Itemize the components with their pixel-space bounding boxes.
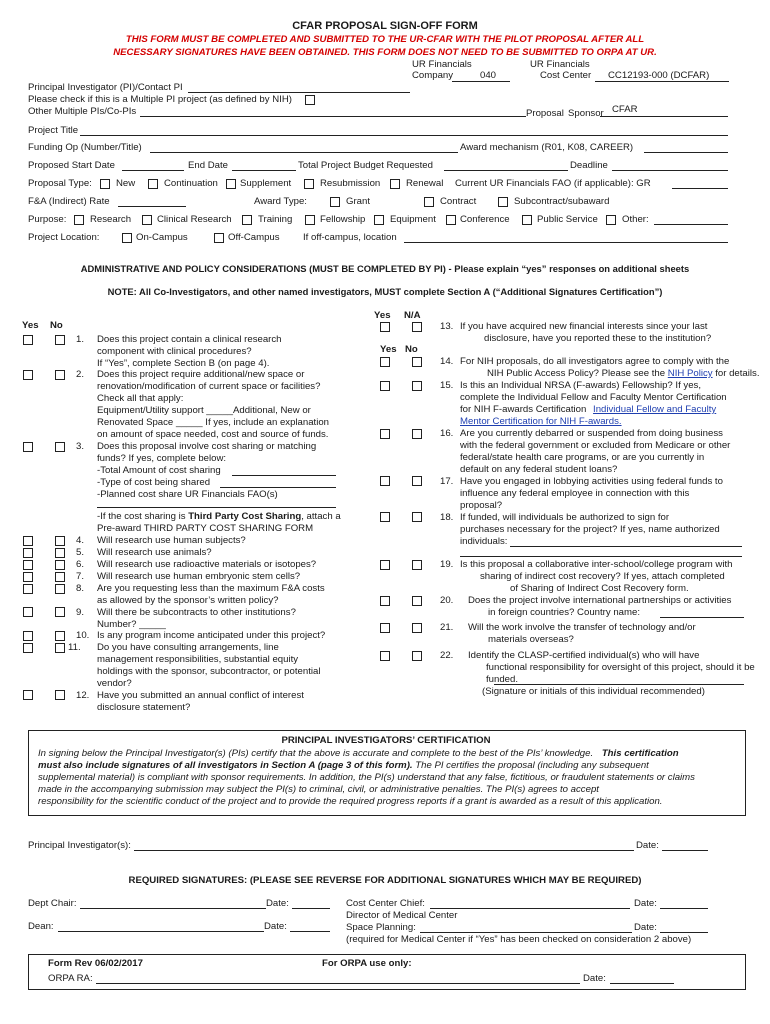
q-text: funded. [486, 674, 519, 685]
q18-no-checkbox[interactable] [412, 512, 422, 522]
dept-chair-label: Dept Chair: [28, 898, 77, 909]
q-number: 2. [76, 369, 85, 380]
col-no-left: No [50, 320, 63, 331]
q11-yes-checkbox[interactable] [23, 643, 33, 653]
pu-public-service-label: Public Service [537, 214, 598, 225]
q-text: Is this proposal a collaborative inter-school/college program with [460, 559, 733, 570]
orpa-date-field[interactable] [610, 983, 674, 984]
dept-chair-date-label: Date: [266, 898, 289, 909]
company-label: Company [412, 70, 454, 81]
award-mechanism-label: Award mechanism (R01, K08, CAREER) [460, 142, 634, 153]
nih-policy-link[interactable]: NIH Policy [667, 368, 713, 379]
q22-no-checkbox[interactable] [412, 651, 422, 661]
budget-field[interactable] [444, 170, 568, 171]
dept-chair-field[interactable] [80, 908, 266, 909]
pt-continuation-label: Continuation [164, 178, 218, 189]
pu-training-checkbox[interactable] [242, 215, 252, 225]
admin-note: NOTE: All Co-Investigators, and other named investigators, MUST complete Section A (“Additional Signatures Certification”) [107, 286, 663, 297]
q-text: purchases necessary for the project? If yes, name authorized [460, 524, 720, 535]
q-number: 17. [440, 476, 454, 487]
space-planning-label: Space Planning: [346, 922, 416, 933]
q-number: 5. [76, 547, 85, 558]
q-text: Are you currently debarred or suspended from doing business [460, 428, 723, 439]
funding-label: Funding Op (Number/Title) [28, 142, 142, 153]
fao-label: Current UR Financials FAO (if applicable): GR [455, 178, 651, 189]
q19-yes-checkbox[interactable] [380, 560, 390, 570]
q-text: Is any program income anticipated under this project? [97, 630, 326, 641]
q17-no-checkbox[interactable] [412, 476, 422, 486]
form-rev: Form Rev 06/02/2017 [48, 958, 143, 969]
pu-fellowship-label: Fellowship [320, 214, 366, 225]
pu-other-checkbox[interactable] [606, 215, 616, 225]
clasp-individual-field[interactable] [494, 684, 744, 685]
pu-other-label: Other: [622, 214, 649, 225]
pt-supplement-checkbox[interactable] [226, 179, 236, 189]
fellow-mentor-link[interactable]: Individual Fellow and Faculty [593, 404, 717, 415]
q-text: disclosure, have you reported these to the institution? [484, 333, 712, 344]
q-text: Does this project contain a clinical research [97, 334, 282, 345]
pi-date-label: Date: [636, 840, 659, 851]
loc-on-campus-label: On-Campus [136, 232, 188, 243]
q-text: on amount of space needed, cost and source of funds. [97, 429, 329, 440]
pu-fellowship-checkbox[interactable] [305, 215, 315, 225]
q-number: 22. [440, 650, 454, 661]
fao-field[interactable] [672, 188, 728, 189]
country-name-field[interactable] [660, 617, 744, 618]
q-text: Will research use animals? [97, 547, 212, 558]
required-signatures-heading: REQUIRED SIGNATURES: (PLEASE SEE REVERSE FOR ADDITIONAL SIGNATURES WHICH MAY BE REQUIRED) [128, 875, 642, 886]
dean-field[interactable] [58, 931, 264, 932]
q11-no-checkbox[interactable] [55, 643, 65, 653]
at-subcontract-checkbox[interactable] [498, 197, 508, 207]
loc-on-campus-checkbox[interactable] [122, 233, 132, 243]
orpa-date-label: Date: [583, 973, 606, 984]
proposal-label: Proposal [526, 108, 564, 119]
cc-chief-date-field[interactable] [660, 908, 708, 909]
q18-yes-checkbox[interactable] [380, 512, 390, 522]
cost-center-chief-label: Cost Center Chief: [346, 898, 425, 909]
q13-na-checkbox[interactable] [412, 322, 422, 332]
other-pi-label: Other Multiple PIs/Co-PIs [28, 106, 137, 117]
authorized-individuals-field[interactable] [510, 546, 742, 547]
q-number: 16. [440, 428, 454, 439]
space-planning-field[interactable] [420, 932, 632, 933]
loc-off-campus-label: Off-Campus [228, 232, 280, 243]
q-text: Do you have consulting arrangements, line [97, 642, 279, 653]
project-title-field[interactable] [80, 135, 728, 136]
q-text: For NIH proposals, do all investigators agree to comply with the [460, 356, 730, 367]
q-text: Is this an Individual NRSA (F-awards) Fellowship? If yes, [460, 380, 702, 391]
q-number: 14. [440, 356, 454, 367]
q3-no-checkbox[interactable] [55, 442, 65, 452]
end-date-field[interactable] [232, 170, 296, 171]
q-number: 6. [76, 559, 85, 570]
award-type-label: Award Type: [254, 196, 307, 207]
q-text: federal/state health care programs, or are you currently in [460, 452, 705, 463]
q5-no-checkbox[interactable] [55, 548, 65, 558]
q-text: renovation/modification of current space or facilities? [97, 381, 321, 392]
orpa-use-label: For ORPA use only: [322, 958, 412, 969]
q1-no-checkbox[interactable] [55, 335, 65, 345]
q-text: influence any federal employee in connection with this [460, 488, 690, 499]
pt-resubmission-label: Resubmission [320, 178, 381, 189]
at-contract-checkbox[interactable] [424, 197, 434, 207]
q-text: -Planned cost share UR Financials FAO(s) [97, 489, 278, 500]
col-yes-right-2: Yes [380, 344, 397, 355]
space-date-label: Date: [634, 922, 657, 933]
q20-no-checkbox[interactable] [412, 596, 422, 606]
cost-center-value[interactable]: CC12193-000 (DCFAR) [608, 70, 710, 81]
q3-yes-checkbox[interactable] [23, 442, 33, 452]
q8-no-checkbox[interactable] [55, 584, 65, 594]
at-contract-label: Contract [440, 196, 477, 207]
q14-no-checkbox[interactable] [412, 357, 422, 367]
q22-yes-checkbox[interactable] [380, 651, 390, 661]
q-text: , attach a [301, 511, 341, 522]
q7-no-checkbox[interactable] [55, 572, 65, 582]
q-text: in foreign countries? Country name: [488, 607, 640, 618]
q-text: If “Yes”, complete Section B (on page 4). [97, 358, 270, 369]
pu-research-checkbox[interactable] [74, 215, 84, 225]
cost-center-chief-field[interactable] [430, 908, 630, 909]
sponsor-value[interactable]: CFAR [612, 104, 638, 115]
q-text: Have you engaged in lobbying activities using federal funds to [460, 476, 723, 487]
funding-field[interactable] [150, 152, 458, 153]
q17-yes-checkbox[interactable] [380, 476, 390, 486]
dean-date-label: Date: [264, 921, 287, 932]
q-number: 12. [76, 690, 90, 701]
med-dir-label: Director of Medical Center [346, 910, 458, 921]
cc-chief-date-label: Date: [634, 898, 657, 909]
pu-research-label: Research [90, 214, 132, 225]
q20-yes-checkbox[interactable] [380, 596, 390, 606]
q2-no-checkbox[interactable] [55, 370, 65, 380]
q-number: 11. [68, 642, 81, 653]
q-text-bold: Third Party Cost Sharing [188, 511, 302, 522]
warning-line-2: NECESSARY SIGNATURES HAVE BEEN OBTAINED. THIS FORM DOES NOT NEED TO BE SUBMITTED TO ORPA AT UR. [113, 47, 657, 58]
pt-continuation-checkbox[interactable] [148, 179, 158, 189]
authorized-individuals-field-2[interactable] [460, 556, 742, 557]
pu-equipment-label: Equipment [390, 214, 436, 225]
q12-yes-checkbox[interactable] [23, 690, 33, 700]
q8-yes-checkbox[interactable] [23, 584, 33, 594]
col-na-right: N/A [404, 310, 421, 321]
other-pi-field[interactable] [140, 116, 526, 117]
q-text: Will research use human embryonic stem cells? [97, 571, 301, 582]
fa-rate-field[interactable] [118, 206, 186, 207]
q-number: 1. [76, 334, 85, 345]
q-text: Check all that apply: [97, 393, 184, 404]
start-date-field[interactable] [122, 170, 184, 171]
q-text: funds? If yes, complete below: [97, 453, 227, 464]
dean-date-field[interactable] [290, 931, 330, 932]
q-number: 9. [76, 607, 85, 618]
q10-no-checkbox[interactable] [55, 631, 65, 641]
q-number: 7. [76, 571, 85, 582]
q4-yes-checkbox[interactable] [23, 536, 33, 546]
q-number: 8. [76, 583, 85, 594]
q-text: Will there be subcontracts to other institutions? [97, 607, 296, 618]
warning-line-1: THIS FORM MUST BE COMPLETED AND SUBMITTED TO THE UR-CFAR WITH THE PILOT PROPOSAL AFTER ALL [125, 34, 645, 45]
q-text: -If the cost sharing is [97, 511, 186, 522]
pt-supplement-label: Supplement [240, 178, 292, 189]
cert-text: made in the accompanying submission may subject the PI(s) to criminal, civil, or administrative penalties. The PI(s) agrees to accept [38, 784, 599, 795]
q-text: default on any federal student loans? [460, 464, 618, 475]
q-number: 3. [76, 441, 85, 452]
q1-yes-checkbox[interactable] [23, 335, 33, 345]
q-text: for NIH F-awards Certification [460, 404, 587, 415]
space-date-field[interactable] [660, 932, 708, 933]
end-date-label: End Date [188, 160, 229, 171]
pu-other-field[interactable] [654, 224, 728, 225]
q-number: 10. [76, 630, 90, 641]
pu-clinical-label: Clinical Research [157, 214, 232, 225]
sponsor-label: Sponsor [568, 108, 604, 119]
loc-field[interactable] [404, 242, 728, 243]
q-text: Number? _____ [97, 619, 166, 630]
pt-resubmission-checkbox[interactable] [304, 179, 314, 189]
pi-signature-field[interactable] [134, 850, 634, 851]
page-title: CFAR PROPOSAL SIGN-OFF FORM [292, 20, 478, 32]
pt-new-label: New [116, 178, 136, 189]
q4-no-checkbox[interactable] [55, 536, 65, 546]
pi-label: Principal Investigator (PI)/Contact PI [28, 82, 183, 93]
cert-text: In signing below the Principal Investigator(s) (PIs) certify that the above is accurate and complete to the best of the PIs’ knowledge. [38, 748, 594, 759]
cost-center-label: Cost Center [540, 70, 592, 81]
pu-equipment-checkbox[interactable] [374, 215, 384, 225]
deadline-field[interactable] [612, 170, 728, 171]
q-number: 13. [440, 321, 454, 332]
cert-text: supplemental material) is compliant with sponsor requirements. In addition, the PI(s) understand that any false, fictitious, or fraudulent statements or claims [38, 772, 695, 783]
q10-yes-checkbox[interactable] [23, 631, 33, 641]
q16-no-checkbox[interactable] [412, 429, 422, 439]
q-text: sharing of indirect cost recovery? If yes, attach completed [480, 571, 725, 582]
q-text: Are you requesting less than the maximum F&A costs [97, 583, 325, 594]
q-text: proposal? [460, 500, 503, 511]
q-text: Identify the CLASP-certified individual(s) who will have [468, 650, 700, 661]
q-text: of Sharing of Indirect Cost Recovery form. [510, 583, 689, 594]
q-text: NIH Public Access Policy? Please see the [487, 368, 666, 379]
pu-clinical-checkbox[interactable] [142, 215, 152, 225]
pu-public-service-checkbox[interactable] [522, 215, 532, 225]
q2-yes-checkbox[interactable] [23, 370, 33, 380]
planned-cost-share-field[interactable] [97, 507, 336, 508]
pu-training-label: Training [258, 214, 293, 225]
q-text: component with clinical procedures? [97, 346, 252, 357]
q19-no-checkbox[interactable] [412, 560, 422, 570]
orpa-ra-label: ORPA RA: [48, 973, 93, 984]
q12-no-checkbox[interactable] [55, 690, 65, 700]
multi-pi-checkbox[interactable] [305, 95, 315, 105]
ur-financials-label-2: UR Financials [530, 59, 590, 70]
cert-text-bold: This certification [601, 748, 679, 759]
location-label: Project Location: [28, 232, 100, 243]
pi-date-field[interactable] [662, 850, 708, 851]
q-text: Will research use radioactive materials or isotopes? [97, 559, 317, 570]
q-number: 21. [440, 622, 454, 633]
q-number: 4. [76, 535, 85, 546]
q9-yes-checkbox[interactable] [23, 607, 33, 617]
dean-label: Dean: [28, 921, 54, 932]
q-text: Pre-award THIRD PARTY COST SHARING FORM [97, 523, 314, 534]
q-text: individuals: [460, 536, 508, 547]
q-number: 18. [440, 512, 454, 523]
q-text: disclosure statement? [97, 702, 191, 713]
q-text: management responsibilities, substantial equity [97, 654, 299, 665]
at-grant-label: Grant [346, 196, 370, 207]
q-text: Will research use human subjects? [97, 535, 246, 546]
q-text: for details. [715, 368, 760, 379]
loc-if-label: If off-campus, location [303, 232, 397, 243]
space-note: (required for Medical Center if “Yes” has been checked on consideration 2 above) [346, 934, 692, 945]
q-text: materials overseas? [488, 634, 574, 645]
proposal-type-label: Proposal Type: [28, 178, 92, 189]
q15-yes-checkbox[interactable] [380, 381, 390, 391]
q15-no-checkbox[interactable] [412, 381, 422, 391]
q6-yes-checkbox[interactable] [23, 560, 33, 570]
q7-yes-checkbox[interactable] [23, 572, 33, 582]
q-number: 20. [440, 595, 454, 606]
company-value[interactable]: 040 [480, 70, 497, 81]
q21-no-checkbox[interactable] [412, 623, 422, 633]
multi-pi-label: Please check if this is a Multiple PI project (as defined by NIH) [28, 94, 292, 105]
q-text: holdings with the sponsor, subcontractor, or potential [97, 666, 321, 677]
total-cost-sharing-field[interactable] [232, 475, 336, 476]
award-mechanism-field[interactable] [644, 152, 728, 153]
pu-conference-label: Conference [460, 214, 510, 225]
col-yes-left: Yes [22, 320, 39, 331]
pt-new-checkbox[interactable] [100, 179, 110, 189]
q-number: 19. [440, 559, 454, 570]
q-text: -Total Amount of cost sharing [97, 465, 221, 476]
budget-label: Total Project Budget Requested [298, 160, 433, 171]
col-no-right-2: No [405, 344, 418, 355]
project-title-label: Project Title [28, 125, 79, 136]
cert-heading: PRINCIPAL INVESTIGATORS’ CERTIFICATION [281, 735, 491, 746]
q-text: Renovated Space _____ If yes, include an explanation [97, 417, 330, 428]
ur-financials-label-1: UR Financials [412, 59, 472, 70]
fa-rate-label: F&A (Indirect) Rate [28, 196, 110, 207]
col-yes-right: Yes [374, 310, 391, 321]
pi-field[interactable] [188, 92, 410, 93]
dept-chair-date-field[interactable] [292, 908, 330, 909]
pi-signature-label: Principal Investigator(s): [28, 840, 131, 851]
q-text: Does the project involve international partnerships or activities [468, 595, 732, 606]
q13-yes-checkbox[interactable] [380, 322, 390, 332]
cert-text: The PI certifies the proposal (including any subsequent [415, 760, 649, 771]
q5-yes-checkbox[interactable] [23, 548, 33, 558]
admin-heading: ADMINISTRATIVE AND POLICY CONSIDERATIONS (MUST BE COMPLETED BY PI) - Please explain “yes” responses on additional sheets [80, 263, 690, 274]
type-cost-field[interactable] [220, 487, 336, 488]
q-text: vendor? [97, 678, 132, 689]
q-number: 15. [440, 380, 454, 391]
q-text: -Type of cost being shared [97, 477, 211, 488]
cert-text: responsibility for the scientific conduct of the project and to provide the required progress reports if a grant is awarded as a result of this application. [38, 796, 663, 807]
q-text: (Signature or initials of this individual recommended) [482, 686, 705, 697]
q-text: Does this proposal involve cost sharing or matching [97, 441, 317, 452]
deadline-label: Deadline [570, 160, 608, 171]
q-text: with the federal government or excluded from Medicare or other [460, 440, 731, 451]
q-text: Equipment/Utility support _____Additional, New or [97, 405, 311, 416]
q-text: Have you submitted an annual conflict of interest [97, 690, 304, 701]
loc-off-campus-checkbox[interactable] [214, 233, 224, 243]
orpa-ra-field[interactable] [96, 983, 580, 984]
at-subcontract-label: Subcontract/subaward [514, 196, 610, 207]
pu-conference-checkbox[interactable] [446, 215, 456, 225]
q-text: If you have acquired new financial interests since your last [460, 321, 708, 332]
q-text: functional responsibility for oversight of this project, should it be [486, 662, 755, 673]
cert-text-bold: must also include signatures of all investigators in Section A (page 3 of this form). [38, 760, 413, 771]
q9-no-checkbox[interactable] [55, 607, 65, 617]
q16-yes-checkbox[interactable] [380, 429, 390, 439]
at-grant-checkbox[interactable] [330, 197, 340, 207]
purpose-label: Purpose: [28, 214, 67, 225]
q-text: complete the Individual Fellow and Faculty Mentor Certification [460, 392, 727, 403]
start-date-label: Proposed Start Date [28, 160, 115, 171]
fellow-mentor-link-2[interactable]: Mentor Certification for NIH F-awards. [460, 416, 622, 427]
q6-no-checkbox[interactable] [55, 560, 65, 570]
q-text: as allowed by the sponsor’s written policy? [97, 595, 279, 606]
q21-yes-checkbox[interactable] [380, 623, 390, 633]
pt-renewal-checkbox[interactable] [390, 179, 400, 189]
q-text: Will the work involve the transfer of technology and/or [468, 622, 696, 633]
q14-yes-checkbox[interactable] [380, 357, 390, 367]
pt-renewal-label: Renewal [406, 178, 444, 189]
q-text: Does this project require additional/new space or [97, 369, 305, 380]
